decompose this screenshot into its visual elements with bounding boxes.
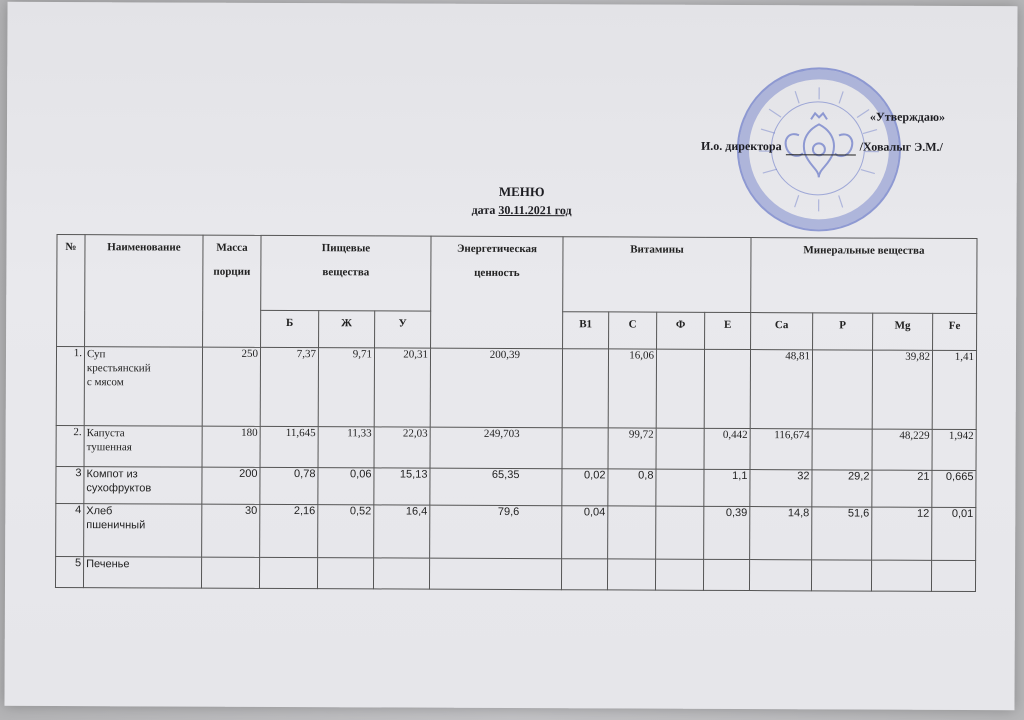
sub-header-f: Ф [657,312,705,349]
name-line: Хлеб [86,505,113,518]
cell-b: 11,645 [260,426,318,467]
sub-header-e: Е [705,312,751,349]
name-line: крестьянский [86,362,151,375]
cell-mass: 30 [202,504,260,557]
cell-p [811,560,871,591]
cell-zh: 0,06 [318,468,374,505]
cell-name [84,347,202,427]
mass-line-2: порции [213,265,251,278]
cell-zh: 11,33 [318,427,374,468]
sub-header-fe: Fe [933,313,977,350]
cell-fe: 0,665 [932,470,976,507]
cell-mass: 180 [202,426,260,467]
col-header-vitamins: Витамины [563,237,751,313]
cell-ca: 32 [750,470,812,507]
cell-energy: 79,6 [430,505,562,559]
table-row [56,347,976,430]
cell-e [704,349,750,428]
cell-fe: 1,41 [932,350,976,429]
cell-c [607,559,655,590]
name-line: с мясом [86,376,124,389]
energy-line-2: ценность [474,266,520,280]
nutrients-line-2: вещества [322,266,370,279]
name-line: Суп [86,348,106,361]
cell-name [84,467,202,505]
cell-b [259,557,317,588]
cell-u: 15,13 [374,468,430,505]
nutrients-line-1: Пищевые [321,242,371,255]
table-row [56,426,976,471]
name-line: пшеничный [86,519,146,532]
approval-signature-line [701,139,943,156]
cell-fe [931,560,975,591]
cell-mg: 48,229 [872,429,932,470]
name-line: тушенная [86,441,132,454]
cell-mg [871,560,931,591]
menu-date [27,201,1017,220]
cell-mass: 250 [202,347,260,426]
name-line: Печенье [86,558,130,571]
signature-blank [786,139,856,155]
sub-header-b: Б [261,310,319,347]
table-row [56,467,976,508]
cell-zh: 9,71 [318,348,374,427]
cell-name [84,426,202,468]
col-header-name: Наименование [85,235,203,348]
cell-p: 51,6 [812,507,872,560]
menu-table [55,234,978,592]
cell-f [656,428,704,469]
cell-mg: 12 [872,507,932,560]
sub-header-zh: Ж [319,311,375,348]
cell-b1 [561,559,607,590]
cell-b: 7,37 [260,347,318,426]
cell-c [608,506,656,559]
name-line: Капуста [86,427,125,440]
cell-b: 2,16 [260,504,318,557]
sub-header-u: У [375,311,431,348]
cell-p [812,429,872,470]
cell-e [703,559,749,590]
table-row [56,504,976,561]
sub-header-ca: Са [751,313,813,350]
cell-ca: 14,8 [750,507,812,560]
col-header-nutrients [261,235,431,311]
cell-no: 4 [56,504,84,557]
cell-energy: 249,703 [430,427,562,469]
cell-c: 16,06 [608,349,656,428]
mass-line-1: Масса [216,241,248,254]
cell-p [812,350,872,429]
cell-c: 99,72 [608,428,656,469]
cell-energy [429,558,561,590]
date-label: дата [471,202,496,217]
cell-name [83,557,201,589]
cell-fe: 0,01 [932,507,976,560]
cell-f [656,349,704,428]
header-row-main [57,235,977,314]
cell-f [655,559,703,590]
table-row [55,557,975,592]
cell-b: 0,78 [260,467,318,504]
cell-mg: 21 [872,470,932,507]
cell-u: 22,03 [374,427,430,468]
director-name: /Ховалыг Э.М./ [859,139,943,154]
cell-no: 5 [55,557,83,588]
paper-sheet [4,2,1017,710]
cell-b1 [562,349,608,428]
sub-header-p: Р [813,313,873,350]
director-position: И.о. директора [700,138,782,154]
cell-u: 16,4 [374,505,430,558]
approval-caption: «Утверждаю» [869,109,946,124]
cell-energy: 200,39 [430,348,562,428]
sub-header-c: С [609,312,657,349]
cell-mass [201,557,259,588]
date-value: 30.11.2021 год [498,202,572,218]
sub-header-mg: Mg [873,313,933,350]
cell-e: 0,39 [704,506,750,559]
cell-b1: 0,02 [562,469,608,506]
cell-c: 0,8 [608,469,656,506]
cell-zh [317,558,373,589]
col-header-minerals: Минеральные вещества [751,238,977,314]
cell-f [656,506,704,559]
sub-header-b1: В1 [563,312,609,349]
cell-no: 1. [56,347,84,426]
cell-ca [749,560,811,591]
cell-mg: 39,82 [872,350,932,429]
col-header-no: № [57,235,85,347]
cell-no: 3 [56,467,84,504]
cell-u: 20,31 [374,348,430,427]
name-line: Компот из [86,468,138,481]
col-header-energy [431,236,563,349]
cell-e: 1,1 [704,469,750,506]
cell-p: 29,2 [812,470,872,507]
cell-zh: 0,52 [318,505,374,558]
cell-ca: 48,81 [750,350,812,429]
col-header-mass [203,235,261,347]
cell-mass: 200 [202,467,260,504]
cell-b1: 0,04 [562,506,608,559]
cell-f [656,469,704,506]
cell-e: 0,442 [704,428,750,469]
cell-ca: 116,674 [750,429,812,470]
cell-name [84,504,202,558]
cell-no: 2. [56,426,84,467]
cell-u [373,558,429,589]
cell-b1 [562,428,608,469]
page-title: МЕНЮ [498,183,545,200]
cell-energy: 65,35 [430,468,562,506]
energy-line-1: Энергетическая [456,242,537,256]
cell-fe: 1,942 [932,429,976,470]
name-line: сухофруктов [86,482,152,495]
